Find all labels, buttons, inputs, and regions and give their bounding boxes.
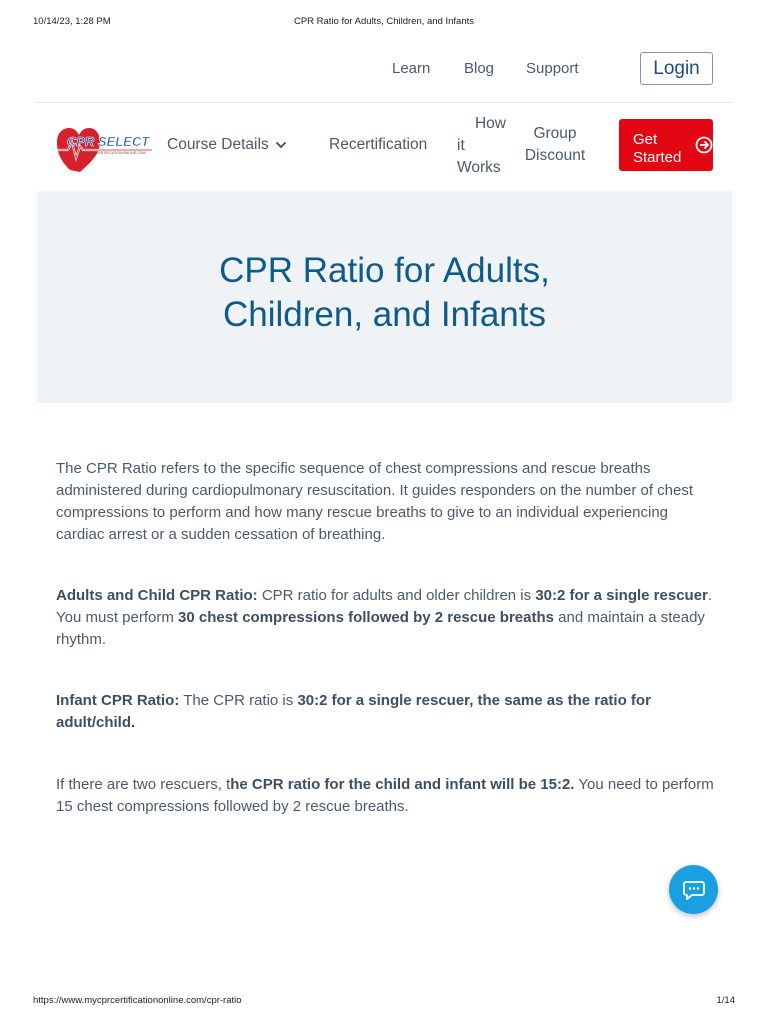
nav-course-details[interactable] [167, 134, 287, 156]
page-title-line-1: CPR Ratio for Adults, [219, 251, 550, 290]
nav-how-it-works[interactable] [457, 113, 507, 179]
get-started-line-1: Get [633, 131, 658, 148]
print-datetime: 10/14/23, 1:28 PM [33, 16, 111, 27]
print-header [0, 16, 768, 30]
arrow-right-circle-icon [695, 136, 713, 154]
two-rescuers-text-2: You need to perform 15 chest compressions followed by 2 rescue breaths. [56, 776, 714, 815]
infant-ratio-paragraph [56, 690, 716, 734]
print-page-number: 1/14 [716, 995, 735, 1006]
chevron-down-icon [275, 141, 287, 149]
adult-text-3: and maintain a steady rhythm. [56, 609, 705, 648]
nav-group-discount[interactable] [519, 123, 591, 167]
nav-blog-link[interactable]: Blog [464, 60, 495, 77]
infant-ratio-label: Infant CPR Ratio: [56, 692, 180, 709]
adult-ratio-label: Adults and Child CPR Ratio: [56, 587, 258, 604]
page-title-line-2: Children, and Infants [223, 295, 546, 334]
group-discount-line-2: Discount [524, 147, 586, 164]
print-footer [0, 995, 768, 1009]
logo-subtext: MYCPRCERTIFICATIONONLINE.COM [82, 151, 146, 155]
two-rescuers-paragraph [56, 774, 716, 818]
adult-bold-1: 30:2 for a single rescuer [535, 587, 708, 604]
two-rescuers-bold-1: he CPR ratio for the child and infant will be 15:2. [230, 776, 575, 793]
nav-recertification[interactable]: Recertification [329, 136, 428, 153]
page-title [37, 249, 732, 337]
login-button[interactable]: Login [640, 52, 713, 85]
how-it-works-line-3: Works [457, 159, 501, 176]
hero-banner [37, 191, 732, 403]
get-started-line-2: Started [633, 149, 682, 166]
get-started-button[interactable] [619, 119, 713, 171]
adult-ratio-paragraph [56, 585, 716, 651]
course-details-label: Course Details [167, 136, 269, 153]
how-it-works-line-2: it [457, 137, 465, 154]
logo-graphic [56, 120, 156, 176]
two-rescuers-text-1: If there are two rescuers, t [56, 776, 231, 793]
group-discount-line-1: Group [533, 125, 577, 142]
how-it-works-line-1: How [474, 115, 506, 132]
nav-support-link[interactable]: Support [526, 60, 579, 77]
print-page-title: CPR Ratio for Adults, Children, and Infants [293, 16, 475, 27]
chat-bubble-icon [683, 880, 705, 900]
top-nav [0, 52, 768, 86]
adult-text-2: . You must perform [56, 587, 713, 626]
cpr-select-logo[interactable] [56, 120, 156, 176]
chat-button[interactable] [669, 865, 718, 914]
nav-learn-link[interactable]: Learn [392, 60, 431, 77]
adult-text-1: CPR ratio for adults and older children is [257, 587, 536, 604]
infant-bold-1: 30:2 for a single rescuer, the same as the ratio for adult/child. [56, 692, 651, 731]
print-url: https://www.mycprcertificationonline.com/cpr-ratio [33, 995, 242, 1006]
adult-bold-2: 30 chest compressions followed by 2 rescue breaths [178, 609, 554, 626]
infant-text-1: The CPR ratio is [179, 692, 298, 709]
intro-paragraph: The CPR Ratio refers to the specific sequence of chest compressions and rescue breaths administered during cardiopulmonary resuscitation. It guides responders on the number of chest compressions to perform and how many rescue breaths to give to an individual experiencing cardiac arrest or a sudden cessation of breathing. [56, 460, 694, 543]
logo-text: CPR SELECT [66, 134, 150, 149]
main-nav [0, 103, 768, 191]
